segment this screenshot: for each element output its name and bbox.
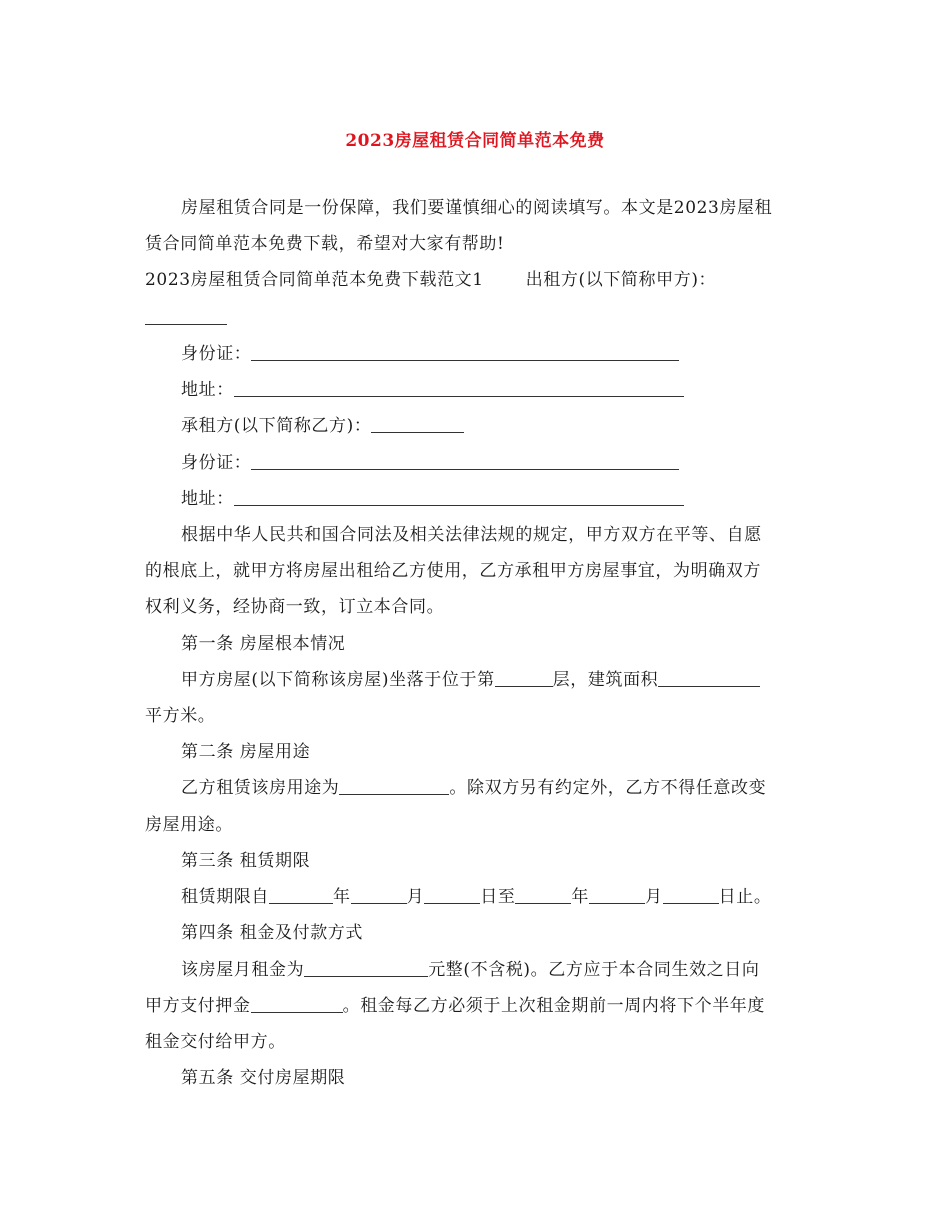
start-day-blank	[424, 887, 480, 904]
article2-heading: 第二条 房屋用途	[181, 742, 311, 762]
article3-year-2: 年	[571, 887, 590, 907]
rent-blank	[304, 960, 428, 977]
lessor-id-line	[181, 343, 679, 365]
lessee-id-label: 身份证：	[181, 453, 252, 473]
usage-blank	[339, 778, 449, 795]
end-month-blank	[589, 887, 645, 904]
article1-text-a: 甲方房屋(以下简称该房屋)坐落于位于第	[181, 670, 495, 690]
article4-line-2	[145, 995, 765, 1017]
article3-line-1	[181, 886, 771, 908]
preamble-line-3: 权利义务，经协商一致，订立本合同。	[145, 597, 445, 617]
lessor-address-label: 地址：	[181, 380, 234, 400]
article2-line-1	[181, 777, 766, 799]
article3-month-1: 月	[406, 887, 425, 907]
intro-line-1: 房屋租赁合同是一份保障，我们要谨慎细心的阅读填写。本文是2023房屋租	[181, 198, 773, 218]
end-year-blank	[515, 887, 571, 904]
article4-text-d: 。租金每乙方必须于上次租金期前一周内将下个半年度	[342, 996, 766, 1016]
article3-month-2: 月	[645, 887, 663, 907]
article3-day-end: 日止。	[718, 887, 772, 907]
article2-text-b: 。除双方另有约定外，乙方不得任意改变	[449, 778, 767, 798]
lessee-address-line	[181, 488, 684, 510]
article4-line-1	[181, 959, 759, 981]
article4-text-c: 甲方支付押金	[145, 996, 251, 1016]
article4-line-3: 租金交付给甲方。	[145, 1032, 286, 1052]
article4-text-b: 元整(不含税)。乙方应于本合同生效之日向	[428, 960, 760, 980]
lessee-address-blank	[234, 489, 684, 506]
article3-year-1: 年	[333, 887, 351, 907]
area-blank	[658, 670, 760, 687]
lessee-id-line	[181, 452, 679, 474]
start-year-blank	[269, 887, 333, 904]
document-title: 2023房屋租赁合同简单范本免费	[345, 131, 605, 151]
lessee-id-blank	[251, 453, 679, 470]
lessor-label: 出租方(以下简称甲方)：	[525, 270, 717, 290]
article1-line-1	[181, 669, 760, 691]
lessee-address-label: 地址：	[181, 489, 234, 509]
intro-line-2: 赁合同简单范本免费下载，希望对大家有帮助!	[145, 234, 505, 254]
start-month-blank	[351, 887, 407, 904]
lessor-address-blank	[234, 380, 684, 397]
lessee-label: 承租方(以下简称乙方)：	[181, 416, 372, 436]
end-day-blank	[663, 887, 719, 904]
article4-heading: 第四条 租金及付款方式	[181, 923, 364, 943]
sample-heading: 2023房屋租赁合同简单范本免费下载范文1	[145, 270, 484, 290]
lessee-name-blank	[371, 416, 464, 433]
lessor-name-blank	[145, 308, 227, 325]
deposit-blank	[251, 996, 343, 1013]
preamble-line-2: 的根底上，就甲方将房屋出租给乙方使用，乙方承租甲方房屋事宜，为明确双方	[145, 561, 761, 581]
lessor-name-line	[145, 307, 227, 329]
article1-heading: 第一条 房屋根本情况	[181, 634, 346, 654]
lessor-address-line	[181, 379, 684, 401]
article2-text-a: 乙方租赁该房用途为	[181, 778, 340, 798]
article1-line-2: 平方米。	[145, 706, 216, 726]
article2-line-2: 房屋用途。	[145, 815, 233, 835]
lessee-line	[181, 415, 464, 437]
article1-text-b: 层，建筑面积	[552, 670, 659, 690]
article5-heading: 第五条 交付房屋期限	[181, 1068, 346, 1088]
article3-heading: 第三条 租赁期限	[181, 851, 311, 871]
sample-heading-line	[145, 269, 716, 291]
article3-text-a: 租赁期限自	[181, 887, 269, 907]
article4-text-a: 该房屋月租金为	[181, 960, 305, 980]
lessor-id-blank	[251, 344, 679, 361]
article3-day-to: 日至	[480, 887, 516, 907]
lessor-id-label: 身份证：	[181, 344, 252, 364]
floor-blank	[495, 670, 553, 687]
preamble-line-1: 根据中华人民共和国合同法及相关法律法规的规定，甲方双方在平等、自愿	[181, 525, 762, 545]
